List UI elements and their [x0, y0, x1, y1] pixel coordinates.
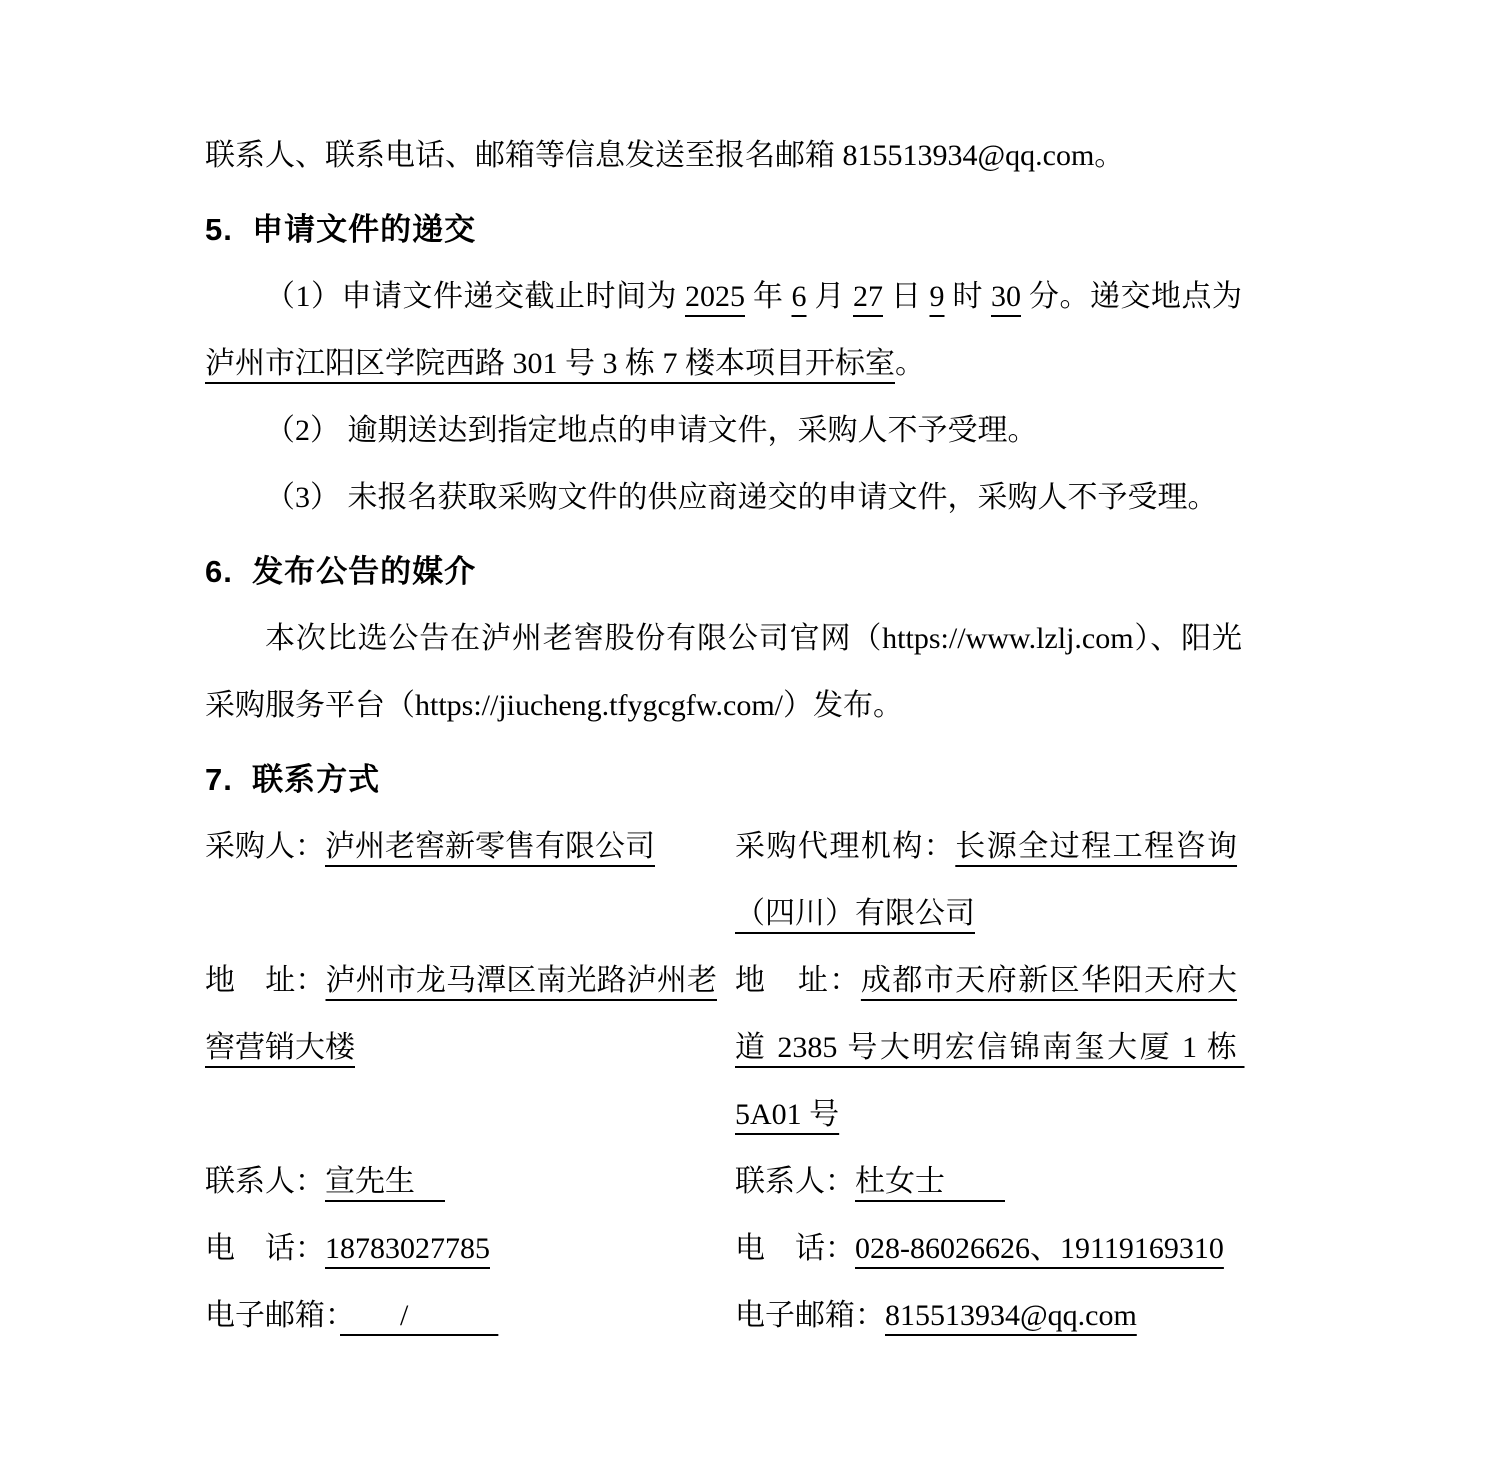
text-segment: 采购代理机构： — [735, 830, 956, 863]
underlined-value: 2025 — [685, 280, 745, 313]
text-segment: 。 — [895, 347, 925, 380]
underlined-value: 18783027785 — [325, 1232, 490, 1265]
text-segment: 地 址： — [735, 964, 861, 997]
text-segment: 采购人： — [205, 830, 325, 863]
agency-phone-cell — [735, 1215, 1237, 1282]
underlined-value: 杜女士 — [855, 1165, 1005, 1198]
text-segment: 电子邮箱： — [205, 1299, 340, 1332]
contact-table — [205, 813, 1245, 1349]
text-segment: 电子邮箱： — [735, 1299, 885, 1332]
underlined-value: 泸州市江阳区学院西路 301 号 3 栋 7 楼本项目开标室 — [205, 347, 895, 380]
contact-row-person — [205, 1148, 1242, 1215]
para-submission-deadline — [205, 263, 1242, 397]
underlined-value: 长源全过程工程咨询（四川）有限公司 — [735, 830, 1238, 930]
underlined-value: 30 — [991, 280, 1021, 313]
text-segment: 地 址： — [205, 964, 326, 997]
continuation-line: 联系人、联系电话、邮箱等信息发送至报名邮箱 815513934@qq.com。 — [205, 139, 1125, 172]
para-unregistered-supplier: （3） 未报名获取采购文件的供应商递交的申请文件，采购人不予受理。 — [265, 481, 1218, 514]
text-segment: 月 — [806, 280, 853, 313]
text-segment: 分。递交地点为 — [1021, 280, 1242, 313]
contact-row-email — [205, 1282, 1242, 1349]
underlined-value: 27 — [853, 280, 883, 313]
contact-row-phone — [205, 1215, 1242, 1282]
text-segment: 电 话： — [205, 1232, 325, 1265]
underlined-value: 成都市天府新区华阳天府大道 2385 号大明宏信锦南玺大厦 1 栋 5A01 号 — [735, 964, 1245, 1131]
para-late-submission: （2） 逾期送达到指定地点的申请文件，采购人不予受理。 — [265, 414, 1038, 447]
underlined-value: 6 — [791, 280, 807, 313]
purchaser-email-cell — [205, 1282, 717, 1349]
purchaser-phone-cell — [205, 1215, 717, 1282]
agency-name-cell — [735, 813, 1237, 947]
underlined-value: 泸州老窖新零售有限公司 — [325, 830, 655, 863]
purchaser-contact-person-cell — [205, 1148, 717, 1215]
text-segment: 联系人： — [205, 1165, 325, 1198]
section-6-heading: 6. 发布公告的媒介 — [205, 554, 477, 589]
text-segment: 电 话： — [735, 1232, 855, 1265]
underlined-value: 泸州市龙马潭区南光路泸州老窖营销大楼 — [205, 964, 717, 1064]
text-segment: 年 — [745, 280, 792, 313]
underlined-value: / — [340, 1299, 499, 1332]
agency-contact-person-cell — [735, 1148, 1237, 1215]
purchaser-name-cell — [205, 813, 717, 880]
purchaser-address-cell — [205, 947, 717, 1081]
section-7-heading: 7. 联系方式 — [205, 762, 381, 797]
underlined-value: 9 — [929, 280, 945, 313]
section-5-heading: 5. 申请文件的递交 — [205, 212, 477, 247]
text-segment: 联系人： — [735, 1165, 855, 1198]
contact-row-address — [205, 947, 1245, 1148]
text-segment: 日 — [883, 280, 930, 313]
underlined-value: 815513934@qq.com — [885, 1299, 1137, 1332]
para-announcement-media: 本次比选公告在泸州老窖股份有限公司官网（https://www.lzlj.com）、阳光采购服务平台（https://jiucheng.tfygcgfw.com/）发布。 — [205, 622, 1242, 722]
contact-row-purchaser — [205, 813, 1242, 947]
text-segment: （1）申请文件递交截止时间为 — [265, 280, 685, 313]
agency-address-cell — [735, 947, 1245, 1148]
underlined-value: 028-86026626、19119169310 — [855, 1232, 1224, 1265]
agency-email-cell — [735, 1282, 1237, 1349]
underlined-value: 宣先生 — [325, 1165, 445, 1198]
text-segment: 时 — [944, 280, 991, 313]
